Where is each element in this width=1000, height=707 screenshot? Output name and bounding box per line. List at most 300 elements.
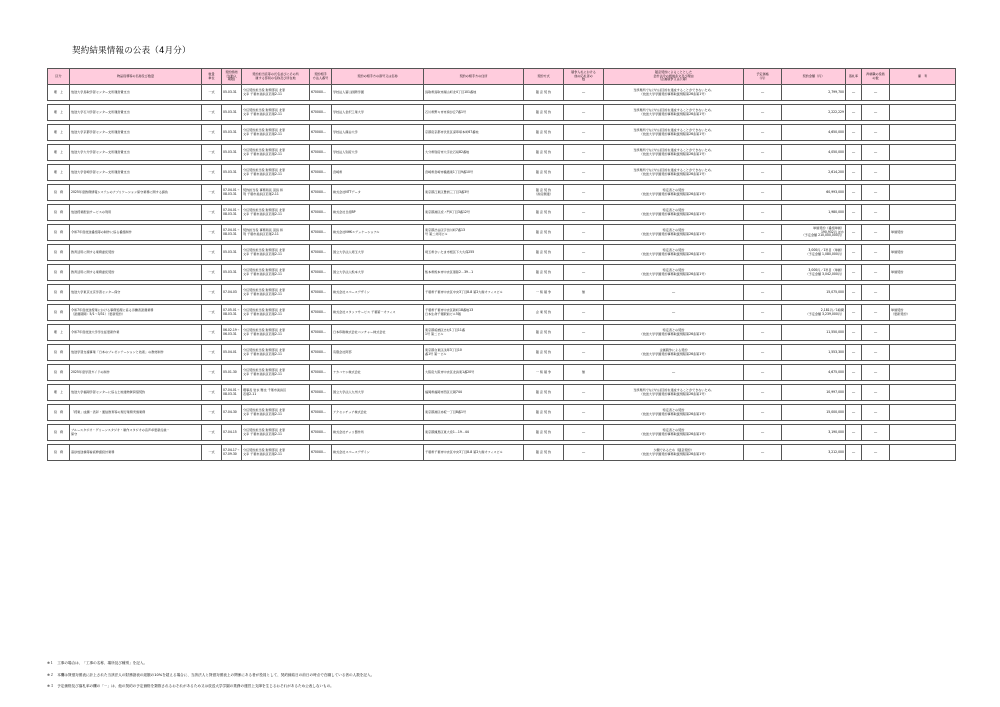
cell-method: 随 意 契 約: [524, 445, 564, 461]
cell-address: 大分県別府市大字北石垣82番地: [424, 145, 524, 161]
cell-name: 2025年度教務情報システムのアプリケーション保守業務に関する請負: [70, 185, 202, 201]
footnote-2: ※２ 本欄は貸借対照表に計上された当該法人の財務諸表の総額の10%を超える場合に、当該法人と貸借対照表上の関係にある者が役員として、契約締結日の前日の時点で在職している者の人数を記入。: [47, 672, 375, 677]
cell-planned: ―: [744, 405, 782, 421]
cell-vendor: 株式会社日経BP: [332, 205, 424, 221]
table-row: [48, 145, 956, 161]
cell-amount: 3,000円／1科目（単価） （予定金額 3,042,000円）: [782, 265, 846, 281]
cell-planned: ―: [744, 365, 782, 381]
cell-reason: 特定者との契約 （放送大学学園契約事務取扱規程第26条第1号）: [604, 185, 744, 201]
cell-address: 東京都港区赤坂一丁目8番1号: [424, 405, 524, 421]
cell-date: 05.01.30: [222, 365, 242, 381]
cell-kbn: 役 務: [48, 185, 70, 201]
cell-planned: ―: [744, 185, 782, 201]
cell-name: 放送大学京都学習センター支所運営費支出: [70, 125, 202, 141]
cell-officer: 分任契約担当役 財務部長 北原 文幸 千葉市美浜区若葉2-11: [242, 165, 310, 181]
cell-remarks: [890, 345, 956, 361]
cell-name: 放送大学鳥取学習センター支所運営費支出: [70, 85, 202, 101]
cell-qty: 一式: [202, 405, 222, 421]
cell-vendor: ナカバヤシ株式会社: [332, 365, 424, 381]
cell-method: 随 意 契 約: [524, 205, 564, 221]
cell-vendor: 学校法人金沢工業大学: [332, 105, 424, 121]
cell-reason: ―: [604, 285, 744, 301]
table-row: [48, 425, 956, 441]
cell-rate: ―: [846, 325, 862, 341]
cell-kbn: 役 務: [48, 305, 70, 321]
cell-method: 随 意 契 約: [524, 385, 564, 401]
cell-qty: 一式: [202, 125, 222, 141]
cell-corp: 6700X0...: [310, 125, 332, 141]
cell-rate: ―: [846, 305, 862, 321]
table-row: [48, 225, 956, 241]
cell-rate: ―: [846, 105, 862, 121]
cell-planned: ―: [744, 325, 782, 341]
column-header: 落札率: [846, 69, 862, 85]
cell-vendor: 株式会社スペースデザイン: [332, 285, 424, 301]
cell-reemp: ―: [862, 345, 890, 361]
cell-remarks: 単価契約: [890, 265, 956, 281]
cell-planned: ―: [744, 125, 782, 141]
cell-method: 一 般 競 争: [524, 365, 564, 381]
cell-reemp: ―: [862, 85, 890, 101]
cell-name: 放送大学宮崎学習センター支所運営費支出: [70, 165, 202, 181]
cell-vendor: 学校法人龍谷大学: [332, 125, 424, 141]
cell-corp: 6700X0...: [310, 85, 332, 101]
cell-remarks: [890, 365, 956, 381]
cell-address: 福岡県福岡市西区元岡744: [424, 385, 524, 401]
table-header-row: [48, 69, 956, 85]
cell-rate: ―: [846, 365, 862, 381]
cell-planned: ―: [744, 225, 782, 241]
cell-reason: 特定者との契約 （放送大学学園契約事務取扱規程第26条第1号）: [604, 205, 744, 221]
column-header: 契約の相手方の商号又は名称: [332, 69, 424, 85]
cell-qty: 一式: [202, 145, 222, 161]
cell-corp: 6700X0...: [310, 385, 332, 401]
table-row: [48, 125, 956, 141]
cell-officer: 理事長 岩永 雅也 千葉市美浜区 若葉2-11: [242, 385, 310, 401]
cell-bidders: ―: [564, 345, 604, 361]
cell-address: 東京都練馬区東大泉1－19－44: [424, 425, 524, 441]
cell-method: 随 意 契 約 （政府調達）: [524, 185, 564, 201]
cell-reason: 特定者との契約 （放送大学学園契約事務取扱規程第26条第1号）: [604, 265, 744, 281]
footnotes: [47, 661, 374, 696]
cell-name: ブルースタジオ・グリーンスタジオ・制作スタジオの音声卓更新点検・ 保守: [70, 425, 202, 441]
cell-reemp: ―: [862, 165, 890, 181]
column-header: 備 考: [890, 69, 956, 85]
cell-rate: ―: [846, 85, 862, 101]
cell-planned: ―: [744, 345, 782, 361]
cell-officer: 分任契約担当役 財務部長 北原 文幸 千葉市美浜区若葉2-11: [242, 105, 310, 121]
cell-planned: ―: [744, 85, 782, 101]
table-row: [48, 325, 956, 341]
cell-vendor: 株式会社スペースデザイン: [332, 445, 424, 461]
cell-rate: ―: [846, 125, 862, 141]
cell-kbn: 役 務: [48, 405, 70, 421]
cell-address: 石川県野々市市扇が丘7番1号: [424, 105, 524, 121]
cell-remarks: 単価契約: [890, 245, 956, 261]
cell-method: 随 意 契 約: [524, 225, 564, 241]
table-row: [48, 165, 956, 181]
cell-qty: 一式: [202, 85, 222, 101]
cell-vendor: 学校法人富山国際学園: [332, 85, 424, 101]
cell-amount: 4,650,000: [782, 125, 846, 141]
cell-reason: 特定者との契約 （放送大学学園契約事務取扱規程第26条第1号）: [604, 425, 744, 441]
cell-qty: 一式: [202, 265, 222, 281]
column-header: 数量 単位: [202, 69, 222, 85]
cell-officer: 分任契約担当役 財務部長 北原 文幸 千葉市美浜区若葉2-11: [242, 265, 310, 281]
cell-corp: 6700X0...: [310, 405, 332, 421]
cell-date: 07.04.03: [222, 285, 242, 301]
cell-planned: ―: [744, 305, 782, 321]
cell-qty: 一式: [202, 205, 222, 221]
cell-address: 東京都台東区浅草3丁目10 番1号 第一ビル: [424, 345, 524, 361]
cell-rate: ―: [846, 285, 862, 301]
cell-officer: 分任契約担当役 財務部長 北原 文幸 千葉市美浜区若葉2-11: [242, 445, 310, 461]
cell-qty: 一式: [202, 185, 222, 201]
cell-corp: 6700X0...: [310, 165, 332, 181]
cell-kbn: 理 上: [48, 165, 70, 181]
cell-vendor: 株式会社スタッフサービス 千葉第一オフィス: [332, 305, 424, 321]
cell-rate: ―: [846, 245, 862, 261]
cell-reason: 少額であるため（随意契約） （放送大学学園契約事務取扱規程第26条第1号）: [604, 445, 744, 461]
table-row: [48, 365, 956, 381]
cell-bidders: ―: [564, 325, 604, 341]
cell-bidders: ―: [564, 385, 604, 401]
cell-reason: 当該場所でなければ目的を達成することができないため。 （放送大学学園契約事務取扱規程第26条第1号）: [604, 165, 744, 181]
cell-bidders: ―: [564, 85, 604, 101]
cell-vendor: 国立大学法人埼玉大学: [332, 245, 424, 261]
cell-address: 宮崎県宮崎市橘通東1丁目9番10号: [424, 165, 524, 181]
cell-amount: 1,980,000: [782, 205, 846, 221]
cell-bidders: ―: [564, 205, 604, 221]
cell-name: 放送大学東京文京学習センター保守: [70, 285, 202, 301]
cell-reason: ―: [604, 365, 744, 381]
cell-kbn: 役 務: [48, 205, 70, 221]
cell-corp: 6700X0...: [310, 425, 332, 441]
cell-address: 東京都江東区豊洲三丁目3番3号: [424, 185, 524, 201]
cell-qty: 一式: [202, 305, 222, 321]
cell-method: 随 意 契 約: [524, 125, 564, 141]
cell-reason: 当該場所でなければ目的を達成することができないため。 （放送大学学園契約事務取扱規程第26条第1号）: [604, 105, 744, 121]
cell-kbn: 役 務: [48, 345, 70, 361]
cell-date: 06.02.19～ 06.03.31: [222, 325, 242, 341]
cell-vendor: 日本印刷株式会社ベンチャー株式会社: [332, 325, 424, 341]
table-row: [48, 185, 956, 201]
cell-qty: 一式: [202, 325, 222, 341]
cell-corp: 6700X0...: [310, 205, 332, 221]
cell-reason: 特定者との契約 （放送大学学園契約事務取扱規程第26条第1号）: [604, 225, 744, 241]
column-header: 契約担当官等の氏名並びにその所 属する部局の名称及び所在地: [242, 69, 310, 85]
cell-corp: 6700X0...: [310, 365, 332, 381]
table-row: [48, 265, 956, 281]
cell-qty: 一式: [202, 285, 222, 301]
cell-qty: 一式: [202, 385, 222, 401]
cell-address: 京都府京都市伏見区深草塚本町67番地: [424, 125, 524, 141]
cell-bidders: ―: [564, 105, 604, 121]
cell-bidders: ―: [564, 125, 604, 141]
cell-date: 07.04.15: [222, 425, 242, 441]
cell-bidders: ―: [564, 405, 604, 421]
column-header: 随意契約によることとした 会計法令の根拠条文及び理由 （企画競争又は公募）: [604, 69, 744, 85]
cell-reason: 特定者との契約 （放送大学学園契約事務取扱規程第26条第1号）: [604, 405, 744, 421]
cell-remarks: [890, 165, 956, 181]
cell-reason: 特定者との契約 （放送大学学園契約事務取扱規程第26条第1号）: [604, 325, 744, 341]
cell-address: 熊本県熊本市中央区黒髪2－39－1: [424, 265, 524, 281]
table-row: [48, 345, 956, 361]
column-header: 予定価格 （円）: [744, 69, 782, 85]
cell-planned: ―: [744, 145, 782, 161]
cell-date: 05.03.31: [222, 265, 242, 281]
cell-corp: 6700X0...: [310, 325, 332, 341]
cell-reemp: ―: [862, 305, 890, 321]
cell-date: 07.04.17～ 07.09.30: [222, 445, 242, 461]
cell-kbn: 役 務: [48, 365, 70, 381]
cell-bidders: 無: [564, 285, 604, 301]
cell-amount: 2,614,200: [782, 165, 846, 181]
cell-kbn: 理 上: [48, 105, 70, 121]
page-title: 契約結果情報の公表（4月分）: [72, 46, 191, 56]
cell-planned: ―: [744, 205, 782, 221]
cell-officer: 分任契約担当役 財務部長 北原 文幸 千葉市美浜区若葉2-11: [242, 405, 310, 421]
footnote-3: ※３ 予定価格及び落札率の欄の「－」は、他の契約の予定価格を類推されるおそれがあるため又は放送大学学園の業務の運営上支障を生じるおそれがあるため公表しないもの。: [47, 684, 334, 688]
cell-method: 随 意 契 約: [524, 165, 564, 181]
cell-rate: ―: [846, 225, 862, 241]
cell-qty: 一式: [202, 365, 222, 381]
cell-name: 教育活用に関する業務委託契約: [70, 245, 202, 261]
cell-vendor: 有限会社阿部: [332, 345, 424, 361]
cell-remarks: [890, 285, 956, 301]
cell-date: 07.04.01～ 08.03.31: [222, 205, 242, 221]
cell-planned: ―: [744, 245, 782, 261]
cell-officer: 契約担当役 事務局長 羽鳥 和 利 千葉市美浜区若葉2-11: [242, 225, 310, 241]
cell-name: 教育活用に関する業務委託契約: [70, 265, 202, 281]
table-row: [48, 85, 956, 101]
cell-name: 高砂放送棟等看板修繕設計業務: [70, 445, 202, 461]
cell-vendor: 株式会社NTTデータ: [332, 185, 424, 201]
cell-name: 令和7年度放送授業における事務処理に係る労働者派遣業務 （派遣期間：5/1～3/31）（更新契約）: [70, 305, 202, 321]
cell-reemp: ―: [862, 425, 890, 441]
cell-remarks: 単価契約 （更新契約）: [890, 305, 956, 321]
cell-reason: 当該場所でなければ目的を達成することができないため。 （放送大学学園契約事務取扱規程第26条第1号）: [604, 85, 744, 101]
cell-rate: ―: [846, 145, 862, 161]
cell-planned: ―: [744, 105, 782, 121]
cell-rate: ―: [846, 165, 862, 181]
cell-amount: 3,190,000: [782, 425, 846, 441]
cell-remarks: [890, 125, 956, 141]
cell-amount: 4,050,000: [782, 145, 846, 161]
cell-officer: 分任契約担当役 財務部長 北原 文幸 千葉市美浜区若葉2-11: [242, 425, 310, 441]
cell-reason: 企画競争による契約 （放送大学学園契約事務取扱規程第26条第1号）: [604, 345, 744, 361]
cell-date: 07.05.01～ 08.03.31: [222, 305, 242, 321]
cell-bidders: ―: [564, 185, 604, 201]
cell-remarks: [890, 405, 956, 421]
cell-remarks: [890, 325, 956, 341]
cell-remarks: [890, 85, 956, 101]
cell-corp: 6700X0...: [310, 265, 332, 281]
cell-address: 千葉県千葉市中央区新町18番地13 日本生命千葉駅前ビル5階: [424, 305, 524, 321]
column-header: 区分: [48, 69, 70, 85]
cell-method: 随 意 契 約: [524, 145, 564, 161]
cell-method: 随 意 契 約: [524, 85, 564, 101]
cell-name: 放送大学福岡学習センターに係る土地建物賃貸借契約: [70, 385, 202, 401]
cell-qty: 一式: [202, 345, 222, 361]
footnote-1: ※１ 工事の場合は、「工事の名称、場所及び種別」を記入。: [47, 661, 148, 665]
cell-reemp: ―: [862, 145, 890, 161]
cell-amount: 1,553,300: [782, 345, 846, 361]
cell-amount: 15,075,000: [782, 285, 846, 301]
column-header: 契約の相手方の住所: [424, 69, 524, 85]
table-row: [48, 205, 956, 221]
column-header: 契約金額（円）: [782, 69, 846, 85]
cell-amount: 10,997,000: [782, 385, 846, 401]
cell-amount: 3,212,000: [782, 445, 846, 461]
cell-reemp: ―: [862, 405, 890, 421]
cell-qty: 一式: [202, 245, 222, 261]
cell-amount: 11,550,000: [782, 325, 846, 341]
cell-reemp: ―: [862, 225, 890, 241]
cell-bidders: ―: [564, 265, 604, 281]
cell-date: 05.03.31: [222, 125, 242, 141]
cell-rate: ―: [846, 265, 862, 281]
cell-qty: 一式: [202, 225, 222, 241]
cell-bidders: ―: [564, 445, 604, 461]
cell-name: 放送授業配信サービスの利用: [70, 205, 202, 221]
cell-rate: ―: [846, 385, 862, 401]
table-row: [48, 385, 956, 401]
cell-method: 随 意 契 約: [524, 345, 564, 361]
cell-reemp: ―: [862, 365, 890, 381]
cell-reason: 当該場所でなければ目的を達成することができないため。 （放送大学学園契約事務取扱規程第26条第1号）: [604, 385, 744, 401]
cell-address: 埼玉県さいたま市桜区下大久保255: [424, 245, 524, 261]
column-header: 契約相手 方法人番号: [310, 69, 332, 85]
cell-planned: ―: [744, 385, 782, 401]
cell-kbn: 理 上: [48, 325, 70, 341]
cell-date: 07.04.01～ 08.03.31: [222, 225, 242, 241]
cell-reason: 当該場所でなければ目的を達成することができないため。 （放送大学学園契約事務取扱規程第26条第1号）: [604, 125, 744, 141]
cell-reemp: ―: [862, 105, 890, 121]
cell-qty: 一式: [202, 445, 222, 461]
cell-bidders: ―: [564, 165, 604, 181]
table-row: [48, 285, 956, 301]
cell-method: 企 業 契 約: [524, 305, 564, 321]
cell-reemp: ―: [862, 185, 890, 201]
cell-reemp: ―: [862, 265, 890, 281]
cell-kbn: 理 上: [48, 145, 70, 161]
cell-reemp: ―: [862, 205, 890, 221]
cell-vendor: 株式会社NHKエデュケーショナル: [332, 225, 424, 241]
cell-planned: ―: [744, 445, 782, 461]
cell-date: 05.03.31: [222, 85, 242, 101]
cell-rate: ―: [846, 345, 862, 361]
cell-address: 鳥取県鳥取市湖山町北4丁目101番地: [424, 85, 524, 101]
cell-kbn: 役 務: [48, 265, 70, 281]
cell-officer: 分任契約担当役 財務部長 北原 文幸 千葉市美浜区若葉2-11: [242, 125, 310, 141]
cell-reason: ―: [604, 305, 744, 321]
cell-rate: ―: [846, 405, 862, 421]
cell-reemp: ―: [862, 285, 890, 301]
cell-officer: 分任契約担当役 財務部長 北原 文幸 千葉市美浜区若葉2-11: [242, 305, 310, 321]
cell-bidders: ―: [564, 145, 604, 161]
cell-date: 05.03.31: [222, 165, 242, 181]
cell-date: 05.03.31: [222, 245, 242, 261]
cell-kbn: 理 上: [48, 385, 70, 401]
cell-vendor: 宮崎県: [332, 165, 424, 181]
cell-reemp: ―: [862, 325, 890, 341]
cell-qty: 一式: [202, 105, 222, 121]
cell-name: 「授業」成績・表彰・通信教育等の現行業務実施業務: [70, 405, 202, 421]
cell-bidders: ―: [564, 425, 604, 441]
cell-officer: 分任契約担当役 財務部長 北原 文幸 千葉市美浜区若葉2-11: [242, 245, 310, 261]
cell-remarks: [890, 445, 956, 461]
cell-corp: 6700X0...: [310, 145, 332, 161]
cell-kbn: 役 務: [48, 445, 70, 461]
cell-remarks: [890, 105, 956, 121]
cell-officer: 分任契約担当役 財務部長 北原 文幸 千葉市美浜区若葉2-11: [242, 365, 310, 381]
cell-vendor: 学校法人別府大学: [332, 145, 424, 161]
cell-date: 07.04.01～ 08.03.31: [222, 385, 242, 401]
cell-bidders: ―: [564, 225, 604, 241]
table-row: [48, 405, 956, 421]
cell-corp: 6700X0...: [310, 305, 332, 321]
cell-rate: ―: [846, 205, 862, 221]
cell-address: 千葉県千葉市中央区中央3丁目8-8 第2大樹オフィスビル: [424, 285, 524, 301]
cell-corp: 6700X0...: [310, 225, 332, 241]
column-header: 再就職の役員 の数: [862, 69, 890, 85]
table-row: [48, 105, 956, 121]
cell-kbn: 役 務: [48, 225, 70, 241]
cell-kbn: 理 上: [48, 85, 70, 101]
cell-officer: 分任契約担当役 財務部長 北原 文幸 千葉市美浜区若葉2-11: [242, 325, 310, 341]
cell-corp: 6700X0...: [310, 445, 332, 461]
cell-amount: 15,000,000: [782, 405, 846, 421]
cell-reemp: ―: [862, 385, 890, 401]
cell-method: 一 般 競 争: [524, 285, 564, 301]
column-header: 契約締結 日(納入 期限): [222, 69, 242, 85]
cell-date: 05.04.01: [222, 345, 242, 361]
cell-corp: 6700X0...: [310, 245, 332, 261]
cell-reemp: ―: [862, 245, 890, 261]
cell-name: 2025年度学習ガイドの制作: [70, 365, 202, 381]
cell-amount: 2,799,700: [782, 85, 846, 101]
cell-remarks: [890, 185, 956, 201]
cell-kbn: 理 上: [48, 125, 70, 141]
cell-amount: 2,222,229: [782, 105, 846, 121]
cell-qty: 一式: [202, 425, 222, 441]
cell-date: 07.04.30: [222, 405, 242, 421]
cell-vendor: 国立大学法人熊本大学: [332, 265, 424, 281]
cell-corp: 6700X0...: [310, 345, 332, 361]
cell-method: 随 意 契 約: [524, 265, 564, 281]
cell-kbn: 役 務: [48, 425, 70, 441]
cell-reason: 特定者との契約 （放送大学学園契約事務取扱規程第26条第1号）: [604, 245, 744, 261]
cell-planned: ―: [744, 285, 782, 301]
cell-date: 05.03.31: [222, 105, 242, 121]
cell-vendor: アクセンチュア株式会社: [332, 405, 424, 421]
cell-bidders: 無: [564, 365, 604, 381]
cell-rate: ―: [846, 425, 862, 441]
cell-bidders: ―: [564, 305, 604, 321]
cell-officer: 契約担当役 事務局長 羽鳥 和 利 千葉市美浜区若葉2-11: [242, 185, 310, 201]
cell-vendor: 株式会社チェリ製作所: [332, 425, 424, 441]
cell-rate: ―: [846, 445, 862, 461]
cell-reemp: ―: [862, 125, 890, 141]
cell-reemp: ―: [862, 445, 890, 461]
cell-method: 随 意 契 約: [524, 245, 564, 261]
cell-address: 東京都港区虎ノ門4丁目3番12号: [424, 205, 524, 221]
cell-amount: 2,181円／1時間 （予定金額 3,239,000円）: [782, 305, 846, 321]
cell-planned: ―: [744, 265, 782, 281]
table-row: [48, 245, 956, 261]
cell-remarks: [890, 145, 956, 161]
